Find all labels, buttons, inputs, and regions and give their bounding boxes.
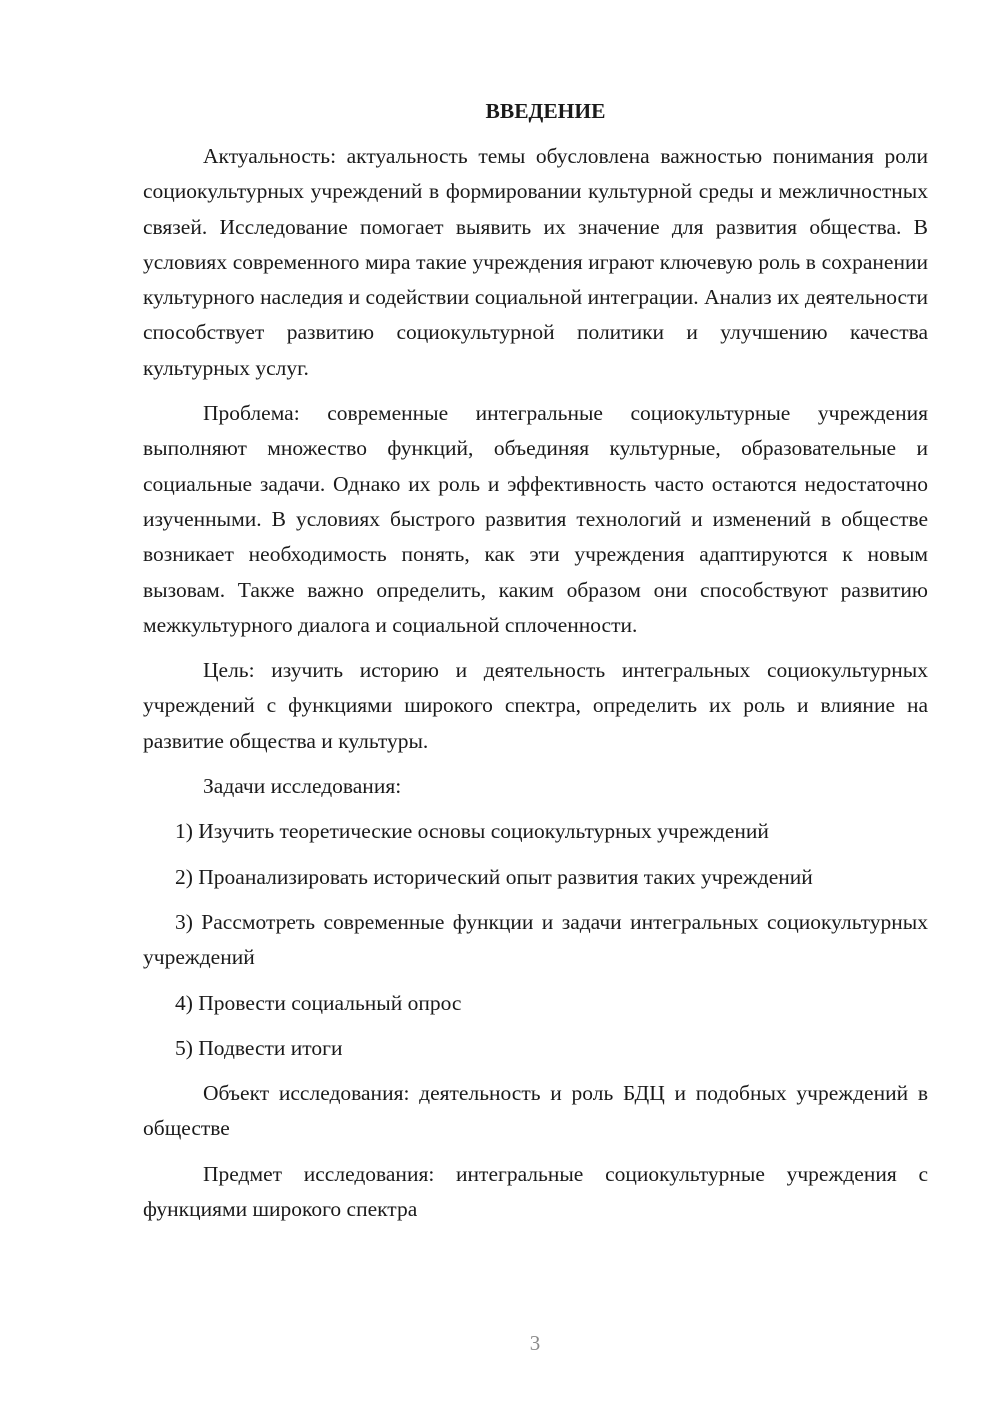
document-page bbox=[143, 94, 928, 1237]
task-item-4: 4) Провести социальный опрос bbox=[175, 990, 462, 1015]
tasks-heading: Задачи исследования: bbox=[203, 774, 402, 799]
subject-paragraph: Предмет исследования: интегральные социокультурные учреждения с функциями широкого спектра bbox=[143, 1161, 928, 1222]
page-number: 3 bbox=[529, 1331, 541, 1355]
problem-paragraph: Проблема: современные интегральные социокультурные учреждения выполняют множество функций, объединяя культурные, образовательные и социальные задачи. Однако их роль и эффективность часто остаются недостаточно изученными. В условиях быстрого развития технологий и изменений в обществе возникает необходимость понять, как эти учреждения адаптируются к новым вызовам. Также важно определить, каким образом они способствуют развитию межкультурного диалога и социальной сплоченности. bbox=[143, 401, 928, 637]
relevance-paragraph: Актуальность: актуальность темы обусловлена важностью понимания роли социокультурных учреждений в формировании культурной среды и межличностных связей. Исследование помогает выявить их значение для развития общества. В условиях современного мира такие учреждения играют ключевую роль в сохранении культурного наследия и содействии социальной интеграции. Анализ их деятельности способствует развитию социокультурной политики и улучшению качества культурных услуг. bbox=[143, 144, 928, 380]
task-item-3: 3) Рассмотреть современные функции и задачи интегральных социокультурных учреждений bbox=[143, 909, 928, 970]
task-item-2: 2) Проанализировать исторический опыт развития таких учреждений bbox=[175, 864, 813, 889]
section-heading: ВВЕДЕНИЕ bbox=[485, 99, 606, 123]
object-paragraph: Объект исследования: деятельность и роль БДЦ и подобных учреждений в обществе bbox=[143, 1081, 928, 1141]
goal-paragraph: Цель: изучить историю и деятельность интегральных социокультурных учреждений с функциями широкого спектра, определить их роль и влияние на развитие общества и культуры. bbox=[143, 658, 928, 753]
task-item-1: 1) Изучить теоретические основы социокультурных учреждений bbox=[175, 819, 769, 844]
task-item-5: 5) Подвести итоги bbox=[175, 1035, 343, 1060]
